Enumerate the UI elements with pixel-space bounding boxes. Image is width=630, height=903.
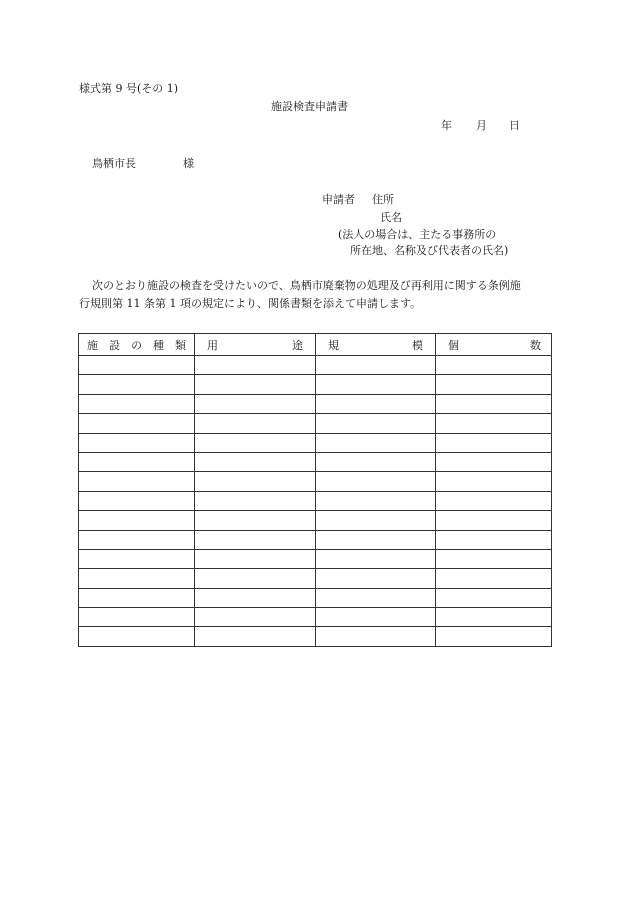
- header-char: 種: [153, 338, 164, 352]
- table-row: [79, 414, 552, 433]
- table-row: [79, 549, 552, 568]
- quantity-cell[interactable]: [436, 472, 552, 491]
- table-row: [79, 375, 552, 394]
- quantity-cell[interactable]: [436, 491, 552, 510]
- header-char: 規: [328, 338, 339, 352]
- addressee-name: 鳥栖市長: [92, 157, 136, 170]
- quantity-cell[interactable]: [436, 394, 552, 413]
- scale-cell[interactable]: [316, 627, 436, 646]
- usage-cell[interactable]: [195, 452, 316, 471]
- header-facility-type: [79, 334, 195, 356]
- table-row: [79, 530, 552, 549]
- usage-cell[interactable]: [195, 530, 316, 549]
- quantity-cell[interactable]: [436, 588, 552, 607]
- usage-cell[interactable]: [195, 569, 316, 588]
- scale-cell[interactable]: [316, 588, 436, 607]
- table-row: [79, 433, 552, 452]
- header-char: 設: [109, 338, 120, 352]
- usage-cell[interactable]: [195, 375, 316, 394]
- header-char: 用: [207, 338, 218, 352]
- facility-type-cell[interactable]: [79, 511, 195, 530]
- facility-type-cell[interactable]: [79, 569, 195, 588]
- quantity-cell[interactable]: [436, 414, 552, 433]
- table-body: [79, 356, 552, 647]
- table-row: [79, 452, 552, 471]
- table-row: [79, 511, 552, 530]
- facility-type-cell[interactable]: [79, 375, 195, 394]
- quantity-cell[interactable]: [436, 452, 552, 471]
- quantity-cell[interactable]: [436, 433, 552, 452]
- facility-type-cell[interactable]: [79, 433, 195, 452]
- facility-type-cell[interactable]: [79, 414, 195, 433]
- facility-type-cell[interactable]: [79, 627, 195, 646]
- quantity-cell[interactable]: [436, 356, 552, 375]
- usage-cell[interactable]: [195, 608, 316, 627]
- quantity-cell[interactable]: [436, 375, 552, 394]
- header-char: 模: [412, 338, 423, 352]
- scale-cell[interactable]: [316, 549, 436, 568]
- quantity-cell[interactable]: [436, 511, 552, 530]
- header-char: 施: [87, 338, 98, 352]
- usage-cell[interactable]: [195, 511, 316, 530]
- quantity-cell[interactable]: [436, 627, 552, 646]
- usage-cell[interactable]: [195, 588, 316, 607]
- facility-type-cell[interactable]: [79, 530, 195, 549]
- body-text-line2: 行規則第 11 条第 1 項の規定により、関係書類を添えて申請します。: [79, 297, 422, 310]
- usage-cell[interactable]: [195, 627, 316, 646]
- table-row: [79, 588, 552, 607]
- facility-type-cell[interactable]: [79, 608, 195, 627]
- scale-cell[interactable]: [316, 394, 436, 413]
- quantity-cell[interactable]: [436, 530, 552, 549]
- usage-cell[interactable]: [195, 433, 316, 452]
- table-header-row: [79, 334, 552, 356]
- addressee-honorific: 様: [183, 157, 194, 170]
- table-row: [79, 472, 552, 491]
- name-label: 氏名: [380, 211, 402, 224]
- scale-cell[interactable]: [316, 472, 436, 491]
- body-text-line1: 次のとおり施設の検査を受けたいので、鳥栖市廃棄物の処理及び再利用に関する条例施: [92, 279, 521, 292]
- table-row: [79, 491, 552, 510]
- document-title: 施設検査申請書: [271, 100, 348, 113]
- corporate-note-line2: 所在地、名称及び代表者の氏名): [350, 244, 509, 257]
- usage-cell[interactable]: [195, 491, 316, 510]
- header-char: の: [131, 338, 142, 352]
- facility-type-cell[interactable]: [79, 452, 195, 471]
- facility-type-cell[interactable]: [79, 588, 195, 607]
- header-usage: [195, 334, 316, 356]
- address-label: 住所: [372, 193, 394, 206]
- header-scale: [316, 334, 436, 356]
- table-row: [79, 356, 552, 375]
- table-row: [79, 394, 552, 413]
- quantity-cell[interactable]: [436, 569, 552, 588]
- scale-cell[interactable]: [316, 530, 436, 549]
- facility-type-cell[interactable]: [79, 491, 195, 510]
- scale-cell[interactable]: [316, 356, 436, 375]
- scale-cell[interactable]: [316, 452, 436, 471]
- usage-cell[interactable]: [195, 472, 316, 491]
- usage-cell[interactable]: [195, 549, 316, 568]
- scale-cell[interactable]: [316, 608, 436, 627]
- facility-type-cell[interactable]: [79, 356, 195, 375]
- applicant-label: 申請者: [322, 193, 355, 206]
- quantity-cell[interactable]: [436, 608, 552, 627]
- header-char: 類: [175, 338, 186, 352]
- form-number: 様式第 9 号(その 1): [79, 82, 179, 95]
- corporate-note-line1: (法人の場合は、主たる事務所の: [338, 228, 497, 241]
- date-month-label: 月: [476, 119, 487, 132]
- table-row: [79, 627, 552, 646]
- table-row: [79, 608, 552, 627]
- facility-type-cell[interactable]: [79, 394, 195, 413]
- usage-cell[interactable]: [195, 356, 316, 375]
- facility-table: [78, 333, 552, 647]
- scale-cell[interactable]: [316, 375, 436, 394]
- quantity-cell[interactable]: [436, 549, 552, 568]
- scale-cell[interactable]: [316, 414, 436, 433]
- facility-type-cell[interactable]: [79, 472, 195, 491]
- header-char: 途: [292, 338, 303, 352]
- scale-cell[interactable]: [316, 491, 436, 510]
- scale-cell[interactable]: [316, 433, 436, 452]
- usage-cell[interactable]: [195, 414, 316, 433]
- date-day-label: 日: [509, 119, 520, 132]
- header-char: 数: [530, 338, 541, 352]
- date-year-label: 年: [441, 119, 452, 132]
- header-char: 個: [448, 338, 459, 352]
- scale-cell[interactable]: [316, 569, 436, 588]
- usage-cell[interactable]: [195, 394, 316, 413]
- table-row: [79, 569, 552, 588]
- header-quantity: [436, 334, 552, 356]
- facility-type-cell[interactable]: [79, 549, 195, 568]
- scale-cell[interactable]: [316, 511, 436, 530]
